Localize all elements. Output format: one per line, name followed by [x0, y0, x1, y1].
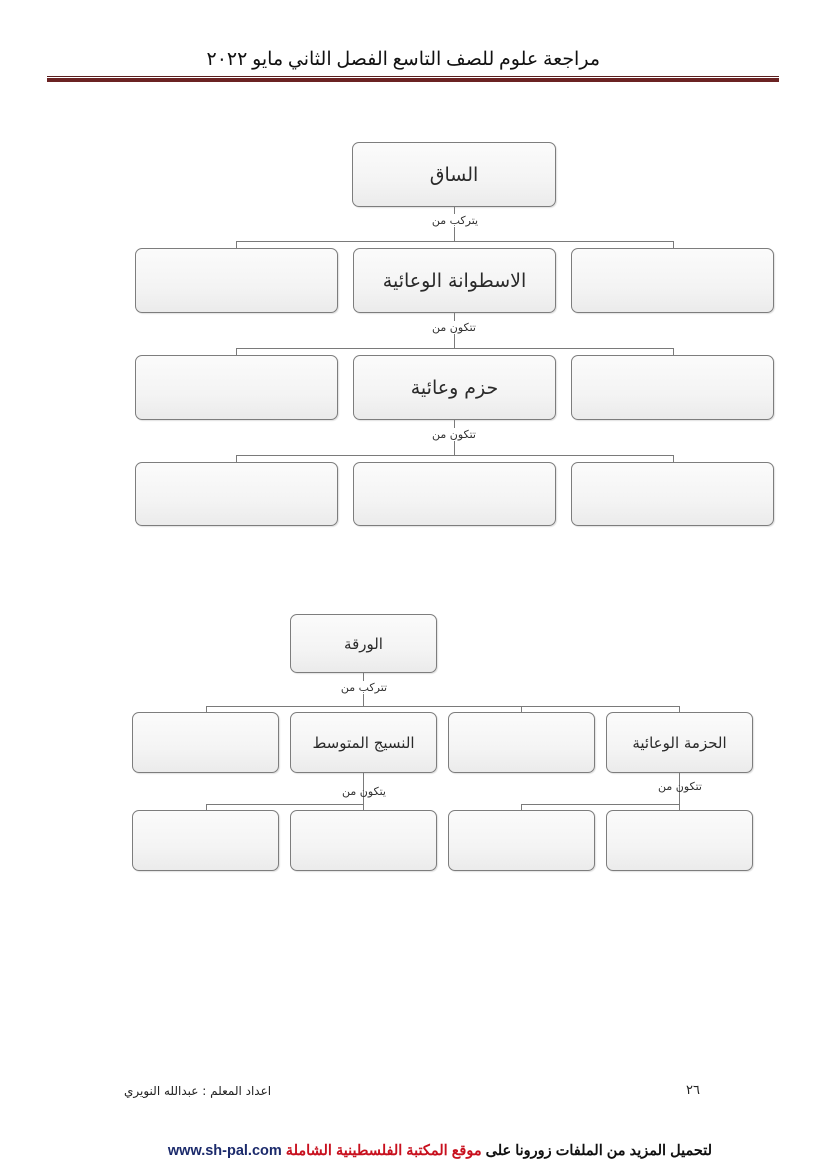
leaf-row1-box-1[interactable]	[132, 712, 279, 773]
box-label: النسيج المتوسط	[312, 733, 415, 752]
stem-row3-box-right[interactable]	[571, 462, 774, 526]
stem-row1-box-left[interactable]	[135, 248, 338, 313]
stem-row2-box-left[interactable]	[135, 355, 338, 420]
connector	[236, 241, 674, 242]
promo-site-name: موقع المكتبة الفلسطينية الشاملة	[281, 1143, 482, 1159]
stem-link-2-label: تتكون من	[418, 321, 490, 334]
connector	[673, 241, 674, 248]
page-number: ٢٦	[686, 1083, 700, 1098]
promo-text: لتحميل المزيد من الملفات زورونا على	[481, 1143, 712, 1159]
leaf-root-label: الورقة	[344, 634, 383, 653]
stem-root-label: الساق	[429, 163, 479, 186]
connector	[236, 455, 237, 462]
leaf-row1-box-3[interactable]	[448, 712, 595, 773]
stem-row1-box-center	[353, 248, 556, 313]
connector	[236, 455, 674, 456]
stem-link-3-label: تتكون من	[418, 428, 490, 441]
box-label: الاسطوانة الوعائية	[382, 269, 527, 292]
header-rule-thin	[47, 76, 779, 77]
stem-row2-box-center	[353, 355, 556, 420]
leaf-link-1-label: تتركب من	[334, 681, 394, 694]
leaf-root-box	[290, 614, 437, 673]
connector	[206, 804, 364, 805]
stem-row3-box-center[interactable]	[353, 462, 556, 526]
leaf-row1-box-vascular-bundle	[606, 712, 753, 773]
connector	[236, 241, 237, 248]
leaf-row2-box-2[interactable]	[290, 810, 437, 871]
leaf-row2-box-4[interactable]	[606, 810, 753, 871]
box-label: الحزمة الوعائية	[632, 733, 727, 752]
stem-row1-box-right[interactable]	[571, 248, 774, 313]
page-header-title: مراجعة علوم للصف التاسع الفصل الثاني مايو ٢٠٢٢	[206, 49, 600, 70]
leaf-mesophyll-link-label: يتكون من	[342, 785, 386, 798]
footer-author: اعداد المعلم : عبدالله النويري	[124, 1084, 272, 1098]
stem-row3-box-left[interactable]	[135, 462, 338, 526]
stem-row2-box-right[interactable]	[571, 355, 774, 420]
connector	[673, 455, 674, 462]
connector	[236, 348, 237, 355]
leaf-row2-box-3[interactable]	[448, 810, 595, 871]
stem-link-1-label: يتركب من	[420, 214, 490, 227]
header-rule-thick	[47, 78, 779, 82]
connector	[236, 348, 674, 349]
leaf-bundle-link-label: تتكون من	[658, 780, 702, 793]
connector	[521, 804, 680, 805]
leaf-row2-box-1[interactable]	[132, 810, 279, 871]
connector	[206, 706, 680, 707]
footer-promo	[136, 1143, 712, 1159]
box-label: حزم وعائية	[410, 376, 499, 399]
promo-url-link[interactable]: www.sh-pal.com	[167, 1143, 282, 1159]
connector	[673, 348, 674, 355]
stem-root-box	[352, 142, 556, 207]
leaf-row1-box-mesophyll	[290, 712, 437, 773]
